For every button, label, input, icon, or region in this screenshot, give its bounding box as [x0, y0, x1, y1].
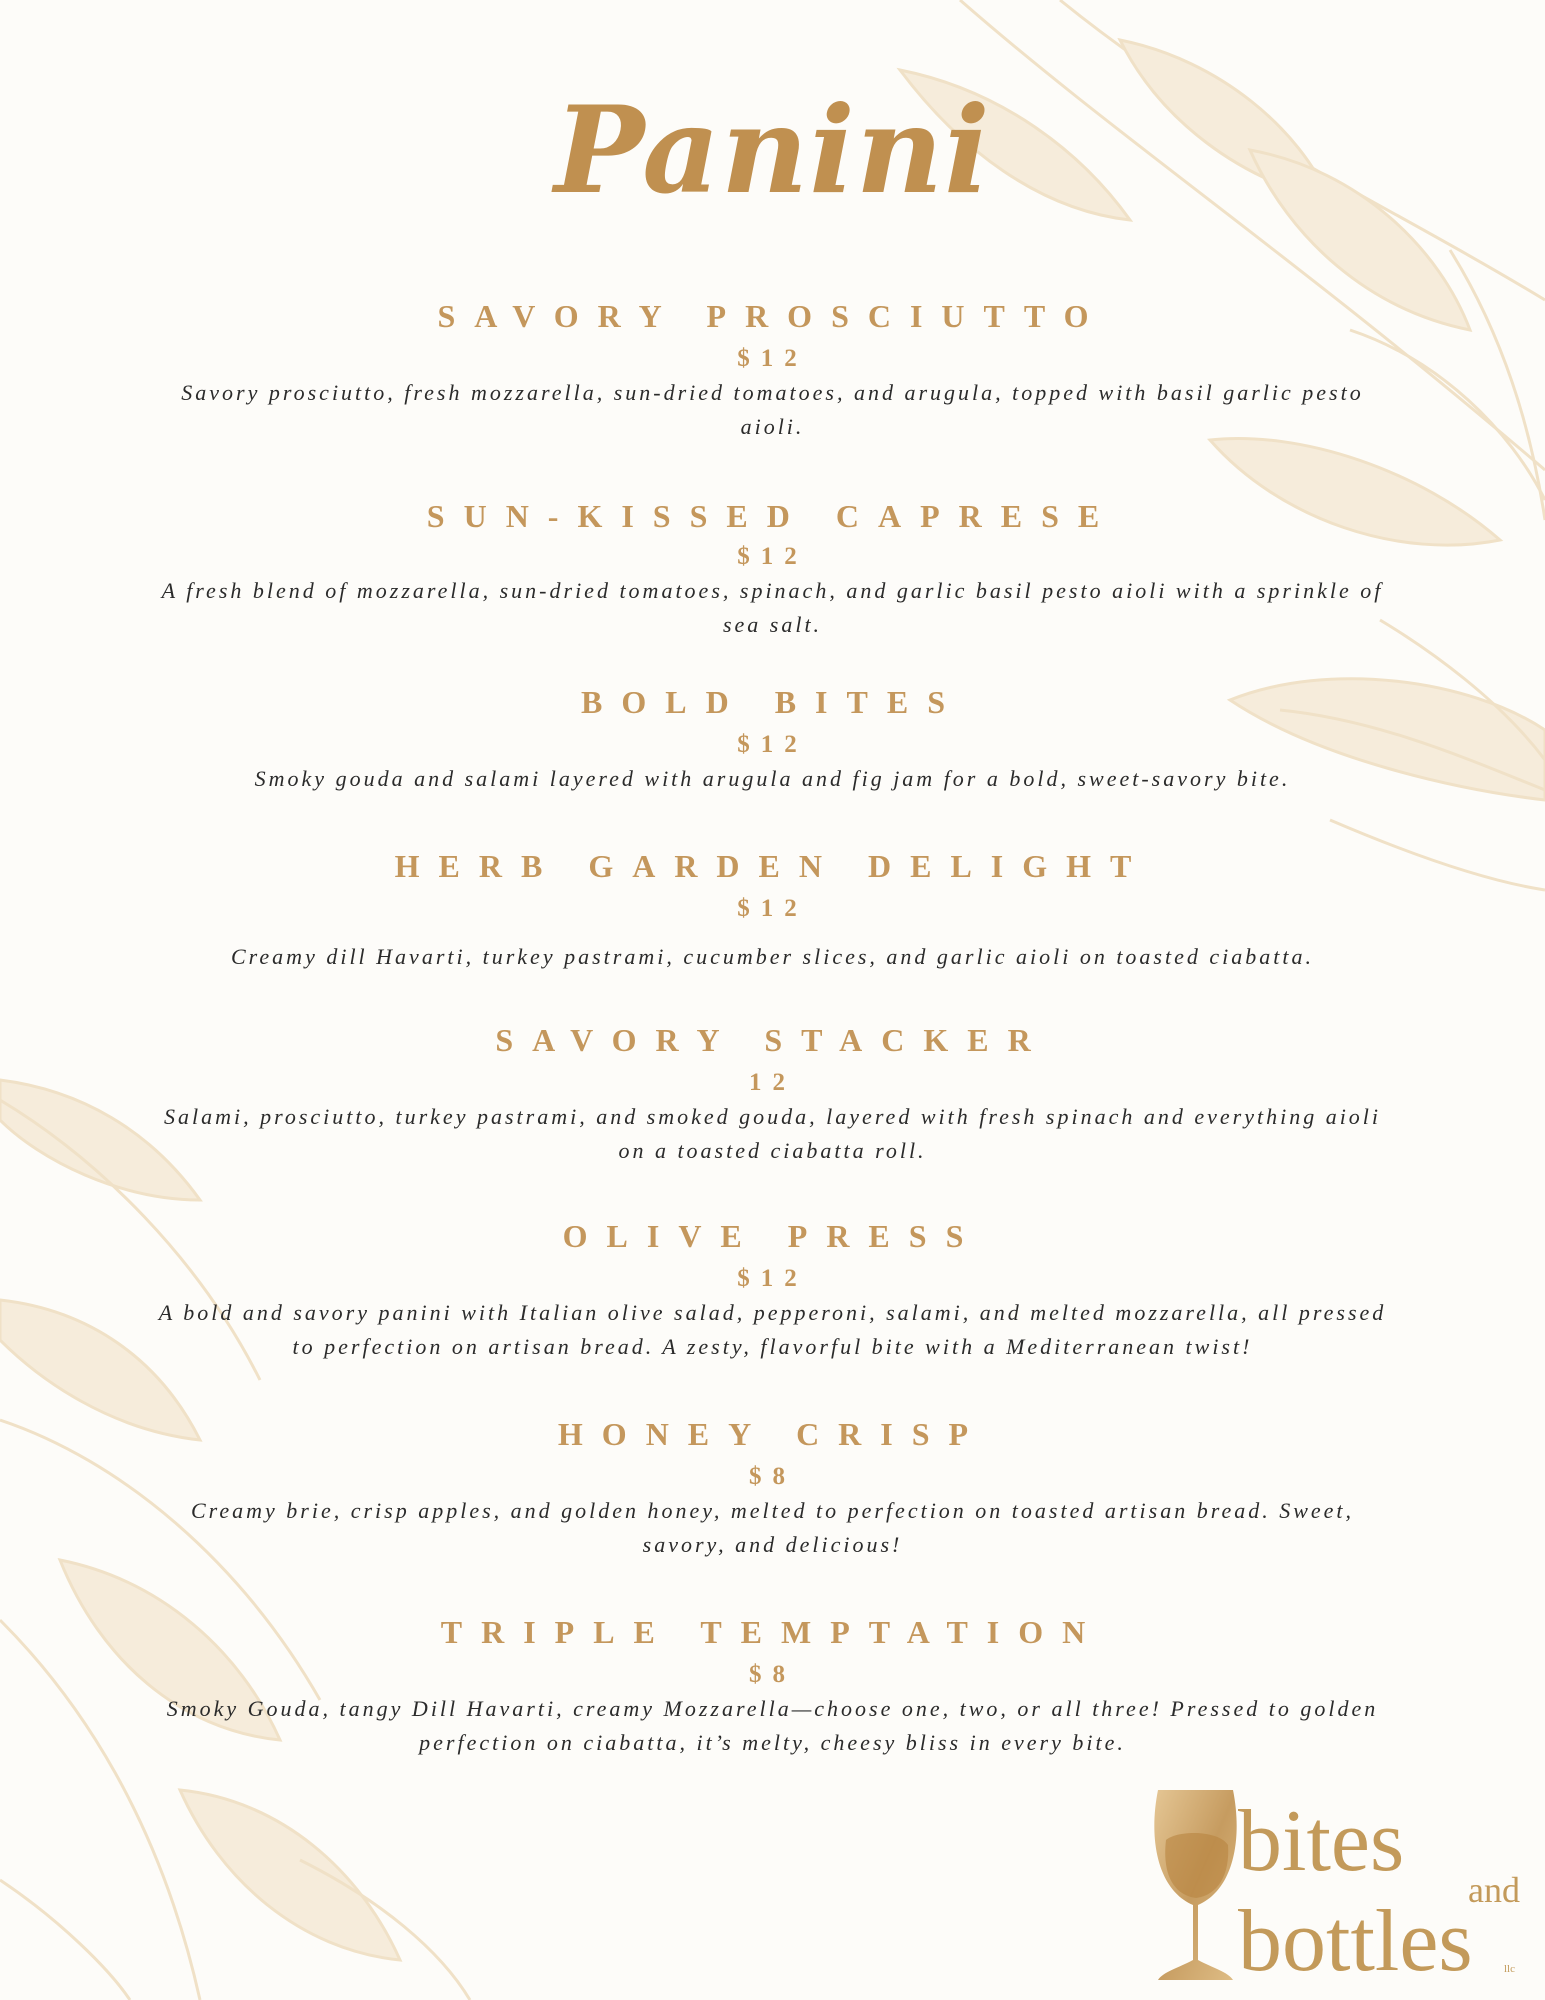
menu-item: [150, 1612, 1395, 1760]
item-description: Smoky Gouda, tangy Dill Havarti, creamy Mozzarella—choose one, two, or all three! Pressed to golden perfection on ciabatta, it’s melty, cheesy bliss in every bite.: [166, 1696, 1379, 1755]
menu-title: Panini: [554, 80, 991, 221]
item-price: $12: [737, 895, 808, 922]
logo-suffix: llc: [1504, 1963, 1515, 1975]
item-name: SAVORY STACKER: [495, 1022, 1050, 1058]
item-description: Salami, prosciutto, turkey pastrami, and smoked gouda, layered with fresh spinach and everything aioli on a toasted ciabatta roll.: [163, 1104, 1382, 1163]
item-price: $8: [749, 1661, 796, 1688]
menu-item: [150, 1020, 1395, 1168]
menu-item: [150, 1216, 1395, 1364]
item-description: Smoky gouda and salami layered with arugula and fig jam for a bold, sweet-savory bite.: [254, 766, 1291, 791]
item-name: HERB GARDEN DELIGHT: [394, 848, 1151, 884]
item-description: A fresh blend of mozzarella, sun-dried tomatoes, spinach, and garlic basil pesto aioli with a sprinkle of sea salt.: [161, 578, 1384, 637]
item-price: $12: [737, 345, 808, 372]
item-price: 12: [749, 1069, 796, 1096]
item-price: $12: [737, 543, 808, 570]
item-price: $8: [749, 1463, 796, 1490]
menu-item: [150, 846, 1395, 974]
item-name: TRIPLE TEMPTATION: [440, 1614, 1105, 1650]
item-price: $12: [737, 731, 808, 758]
logo-word-bites: bites: [1238, 1793, 1405, 1890]
item-name: OLIVE PRESS: [562, 1218, 983, 1254]
item-description: A bold and savory panini with Italian olive salad, pepperoni, salami, and melted mozzarella, all pressed to perfection on artisan bread. A zesty, flavorful bite with a Mediterranean twist!: [158, 1300, 1387, 1359]
item-description: Creamy dill Havarti, turkey pastrami, cucumber slices, and garlic aioli on toasted ciabatta.: [231, 944, 1314, 969]
logo-word-and: and: [1468, 1870, 1520, 1910]
menu-item: [150, 296, 1395, 444]
wine-glass-icon: [1154, 1790, 1236, 1980]
item-name: SAVORY PROSCIUTTO: [437, 298, 1108, 334]
menu-item: [150, 496, 1395, 642]
item-name: BOLD BITES: [581, 684, 964, 720]
item-description: Savory prosciutto, fresh mozzarella, sun-dried tomatoes, and arugula, topped with basil garlic pesto aioli.: [181, 380, 1364, 439]
bites-and-bottles-logo: [1138, 1780, 1538, 1990]
item-name: HONEY CRISP: [557, 1416, 988, 1452]
menu-item: [150, 682, 1395, 796]
item-name: SUN-KISSED CAPRESE: [426, 498, 1119, 534]
item-price: $12: [737, 1265, 808, 1292]
menu-item: [150, 1414, 1395, 1562]
logo-word-bottles: bottles: [1238, 1893, 1473, 1990]
item-description: Creamy brie, crisp apples, and golden honey, melted to perfection on toasted artisan bread. Sweet, savory, and delicious!: [190, 1498, 1355, 1557]
